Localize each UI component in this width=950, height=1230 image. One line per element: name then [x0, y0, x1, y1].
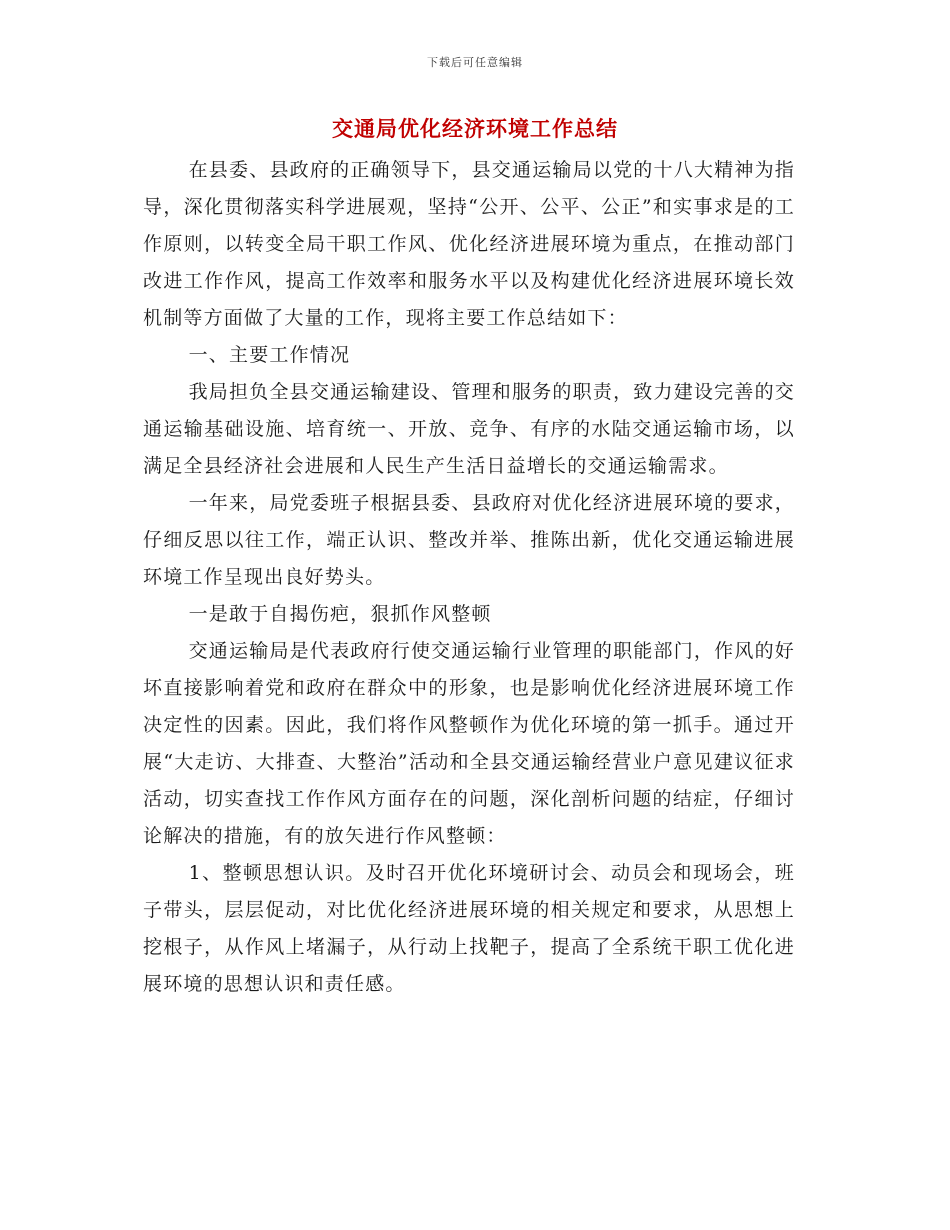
header-note: 下载后可任意编辑 — [427, 56, 523, 69]
paragraph-intro: 在县委、县政府的正确领导下，县交通运输局以党的十八大精神为指导，深化贯彻落实科学进展观，坚持“公开、公平、公正”和实事求是的工作原则，以转变全局干职工作风、优化经济进展环境为重点，在推动部门改进工作作风，提高工作效率和服务水平以及构建优化经济进展环境长效机制等方面做了大量的工作，现将主要工作总结如下： — [143, 159, 795, 329]
paragraph-year-review: 一年来，局党委班子根据县委、县政府对优化经济进展环境的要求，仔细反思以往工作，端正认识、整改并举、推陈出新，优化交通运输进展环境工作呈现出良好势头。 — [143, 492, 795, 588]
subheading-style-rectification: 一是敢于自揭伤疤，狠抓作风整顿 — [188, 603, 492, 625]
document-title: 交通局优化经济环境工作总结 — [332, 116, 618, 141]
paragraph-responsibility: 我局担负全县交通运输建设、管理和服务的职责，致力建设完善的交通运输基础设施、培育统一、开放、竞争、有序的水陆交通运输市场，以满足全县经济社会进展和人民生产生活日益增长的交通运输需求。 — [143, 381, 795, 477]
document-body — [143, 152, 795, 1003]
paragraph-thought-rectification: 1、整顿思想认识。及时召开优化环境研讨会、动员会和现场会，班子带头，层层促动，对比优化经济进展环境的相关规定和要求，从思想上挖根子，从作风上堵漏子，从行动上找靶子，提高了全系统干职工优化进展环境的思想认识和责任感。 — [143, 862, 795, 995]
paragraph-style-rectification: 交通运输局是代表政府行使交通运输行业管理的职能部门，作风的好坏直接影响着党和政府在群众中的形象，也是影响优化经济进展环境工作决定性的因素。因此，我们将作风整顿作为优化环境的第一抓手。通过开展“大走访、大排查、大整治”活动和全县交通运输经营业户意见建议征求活动，切实查找工作作风方面存在的问题，深化剖析问题的结症，仔细讨论解决的措施，有的放矢进行作风整顿： — [143, 640, 795, 847]
section-heading-main-work: 一、主要工作情况 — [188, 344, 351, 366]
